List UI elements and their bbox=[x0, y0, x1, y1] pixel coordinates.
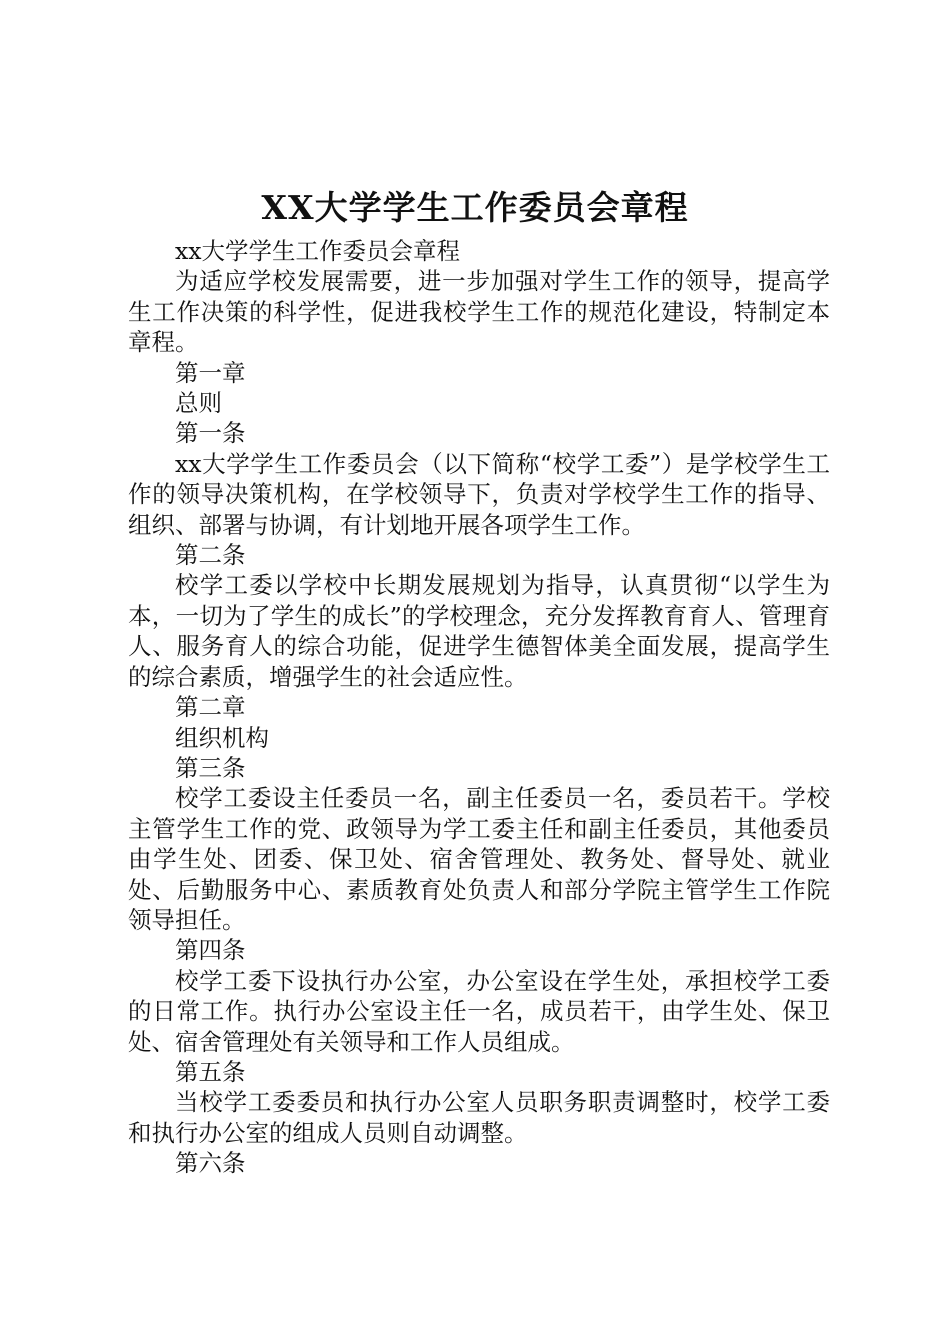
article-text-4: 校学工委下设执行办公室，办公室设在学生处，承担校学工委的日常工作。执行办公室设主任一名，成员若干，由学生处、保卫处、宿舍管理处有关领导和工作人员组成。 bbox=[128, 966, 830, 1056]
chapter-title-1: 总则 bbox=[175, 389, 222, 418]
article-heading-3: 第三条 bbox=[175, 753, 246, 782]
article-text-2: 校学工委以学校中长期发展规划为指导，认真贯彻“以学生为本，一切为了学生的成长”的学校理念，充分发挥教育育人、管理育人、服务育人的综合功能，促进学生德智体美全面发展，提高学生的综合素质，增强学生的社会适应性。 bbox=[128, 571, 830, 691]
chapter-heading-1: 第一章 bbox=[175, 358, 246, 387]
article-text-1: xx大学学生工作委员会（以下简称“校学工委”）是学校学生工作的领导决策机构，在学校领导下，负责对学校学生工作的指导、组织、部署与协调，有计划地开展各项学生工作。 bbox=[128, 449, 830, 539]
article-heading-2: 第二条 bbox=[175, 541, 246, 570]
chapter-heading-2: 第二章 bbox=[175, 693, 246, 722]
article-text-3: 校学工委设主任委员一名，副主任委员一名，委员若干。学校主管学生工作的党、政领导为学工委主任和副主任委员，其他委员由学生处、团委、保卫处、宿舍管理处、教务处、督导处、就业处、后勤服务中心、素质教育处负责人和部分学院主管学生工作院领导担任。 bbox=[128, 784, 830, 934]
paragraph-preamble: 为适应学校发展需要，进一步加强对学生工作的领导，提高学生工作决策的科学性，促进我校学生工作的规范化建设，特制定本章程。 bbox=[128, 267, 830, 357]
article-heading-5: 第五条 bbox=[175, 1057, 246, 1086]
document-title: XX大学学生工作委员会章程 bbox=[261, 188, 689, 227]
article-heading-4: 第四条 bbox=[175, 936, 246, 965]
article-heading-6: 第六条 bbox=[175, 1149, 246, 1178]
chapter-title-2: 组织机构 bbox=[175, 723, 269, 752]
article-text-5: 当校学工委委员和执行办公室人员职务职责调整时，校学工委和执行办公室的组成人员则自动调整。 bbox=[128, 1088, 830, 1147]
paragraph-doc-name: xx大学学生工作委员会章程 bbox=[175, 237, 461, 265]
document-body bbox=[128, 236, 830, 1179]
article-heading-1: 第一条 bbox=[175, 419, 246, 448]
